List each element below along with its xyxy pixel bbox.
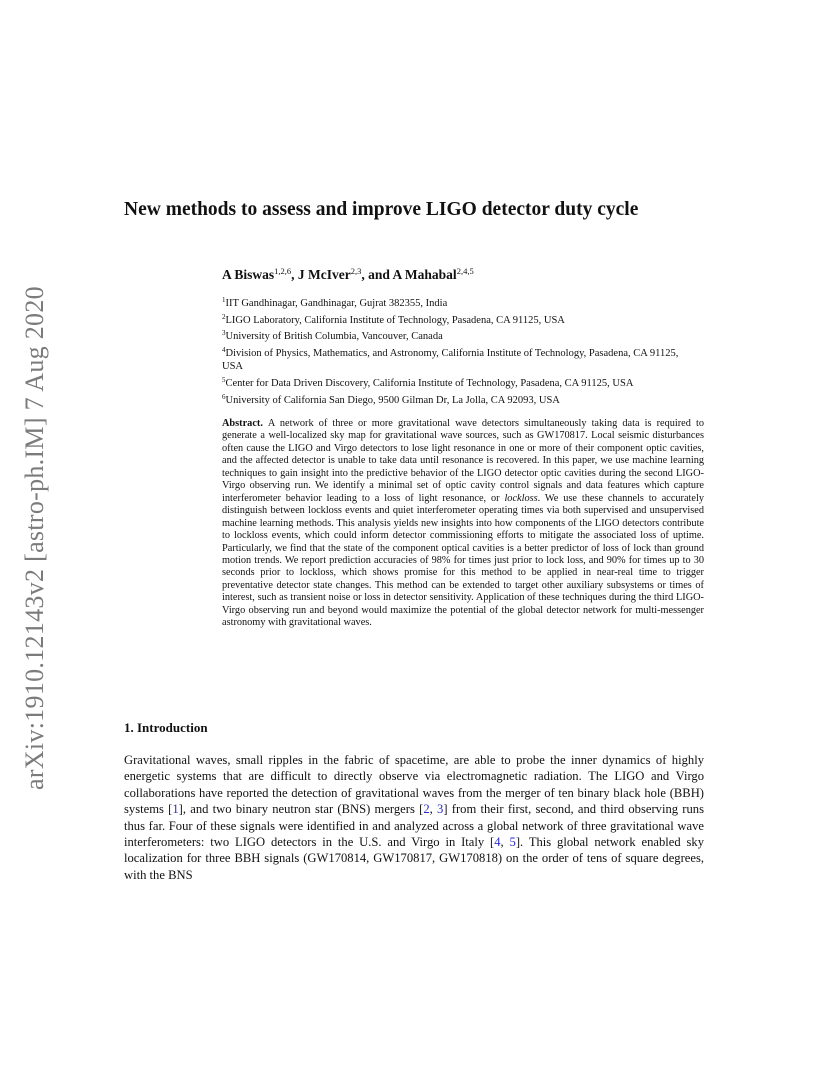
introduction-paragraph: Gravitational waves, small ripples in the fabric of spacetime, are able to probe the inner dynamics of highly energetic systems that are difficult to directly observe via electromagnetic radiation. The LIGO and Virgo collaborations have reported the detection of gravitational waves from the merger of ten binary black hole (BBH) systems [1], and two binary neutron star (BNS) mergers [2, 3] from their first, second, and third observing runs thus far. Four of these signals were identified in and analyzed across a global network of three gravitational wave interferometers: two LIGO detectors in the U.S. and Virgo in Italy [4, 5]. This global network enabled sky localization for three BBH signals (GW170814, GW170817, GW170818) on the order of tens of square degrees, with the BNS bbox=[124, 753, 705, 882]
author-affiliation-marks: 1,2,6 bbox=[274, 266, 292, 276]
affiliation-number: 5 bbox=[222, 375, 226, 384]
affiliation-item bbox=[222, 344, 692, 374]
author-separator: , bbox=[291, 267, 298, 282]
body-text: from their first, second, and third observing runs thus far. Four of these signals were identified in and analyzed across a global network of three gravitational wave interferometers: two LIGO detectors in the U.S. and Virgo in Italy bbox=[124, 802, 704, 850]
section-heading-introduction: 1. Introduction bbox=[124, 720, 208, 735]
body-text: , bbox=[429, 802, 438, 817]
affiliation-number: 1 bbox=[222, 296, 226, 304]
body-text: Gravitational waves, small ripples in the fabric of spacetime, are able to probe the inner dynamics of highly energetic systems that are difficult to directly observe via electromagnetic radiation. The LIGO and Virgo collaborations have reported the detection of gravitational waves from the merger of ten binary black hole (BBH) systems bbox=[124, 753, 704, 817]
abstract-text: A network of three or more gravitational wave detectors simultaneously taking data is required to generate a well-localized sky map for gravitational wave sources, such as GW170817. Local seismic disturbances often cause the LIGO and Virgo detectors to lose light resonance in one or more of their component optic cavities, and the affected detector is unable to take data until resonance is recovered. In this paper, we use machine learning techniques to gain insight into the predictive behavior of the LIGO detector optic cavities during the second LIGO-Virgo observing run. We identify a minimal set of optic cavity control signals and data features which capture interferometer behavior leading to a loss of light resonance, or bbox=[222, 418, 704, 504]
abstract-text: . We use these channels to accurately distinguish between lockloss events and quiet interferometer operating times via both supervised and unsupervised machine learning methods. This analysis yields new insights into how components of the LIGO detectors contribute to lockloss events, which could inform detector commissioning efforts to mitigate the associated loss of uptime. Particularly, we find that the state of the component optical cavities is a better predictor of loss of lock than ground motion trends. We report prediction accuracies of 98% for times just prior to lock loss, and 90% for times up to 30 seconds prior to lockloss, which shows promise for this method to be applied in near-real time to trigger preventative detector state changes. This method can be extended to target other auxiliary subsystems or times of interest, such as transient noise or loss in detector sensitivity. Application of these techniques during the third LIGO-Virgo observing run and beyond would maximize the potential of the global detector network for multi-messenger astronomy with gravitational waves. bbox=[222, 492, 704, 629]
citation-link[interactable]: 2 bbox=[423, 802, 430, 817]
author-affiliation-marks: 2,3 bbox=[350, 266, 362, 276]
author-separator: , and bbox=[361, 267, 393, 282]
affiliation-text: LIGO Laboratory, California Institute of Technology, Pasadena, CA 91125, USA bbox=[225, 314, 565, 326]
abstract-emphasis: lockloss bbox=[504, 492, 538, 504]
author-name: J McIver bbox=[297, 267, 351, 282]
affiliation-number: 3 bbox=[222, 329, 226, 338]
affiliation-text: IIT Gandhinagar, Gandhinagar, Gujrat 382355, India bbox=[225, 298, 448, 309]
affiliation-list bbox=[222, 294, 692, 407]
author-name: A Mahabal bbox=[392, 267, 457, 282]
affiliation-text: Division of Physics, Mathematics, and Astronomy, California Institute of Technology, Pasadena, CA 91125, USA bbox=[222, 347, 679, 373]
citation-link[interactable]: 4 bbox=[494, 835, 501, 850]
body-text: , bbox=[500, 835, 510, 850]
citation-link[interactable]: 5 bbox=[509, 835, 516, 850]
affiliation-text: University of California San Diego, 9500 Gilman Dr, La Jolla, CA 92093, USA bbox=[225, 394, 560, 406]
citation-link[interactable]: 1 bbox=[172, 802, 179, 817]
affiliation-number: 4 bbox=[222, 345, 226, 354]
abstract bbox=[222, 418, 704, 630]
affiliation-text: University of British Columbia, Vancouver, Canada bbox=[225, 331, 443, 343]
affiliation-item bbox=[222, 311, 692, 328]
citation-link[interactable]: 3 bbox=[437, 802, 444, 817]
author-affiliation-marks: 2,4,5 bbox=[456, 266, 474, 276]
affiliation-item bbox=[222, 327, 692, 344]
body-text: . This global network enabled sky localization for three BBH signals (GW170814, GW170817, GW170818) on the order of tens of square degrees, with the BNS bbox=[124, 835, 705, 882]
affiliation-item bbox=[222, 374, 692, 391]
author-list bbox=[222, 266, 474, 283]
paper-title: New methods to assess and improve LIGO detector duty cycle bbox=[124, 199, 639, 220]
affiliation-text: Center for Data Driven Discovery, California Institute of Technology, Pasadena, CA 91125, USA bbox=[225, 377, 634, 389]
abstract-label: Abstract. bbox=[222, 418, 263, 429]
arxiv-identifier: arXiv:1910.12143v2 [astro-ph.IM] 7 Aug 2020 bbox=[20, 286, 49, 790]
affiliation-item bbox=[222, 294, 692, 311]
affiliation-number: 6 bbox=[222, 392, 226, 401]
affiliation-number: 2 bbox=[222, 312, 226, 321]
body-text: , and two binary neutron star (BNS) mergers bbox=[182, 802, 420, 817]
affiliation-item bbox=[222, 391, 692, 408]
author-name: A Biswas bbox=[222, 267, 275, 282]
